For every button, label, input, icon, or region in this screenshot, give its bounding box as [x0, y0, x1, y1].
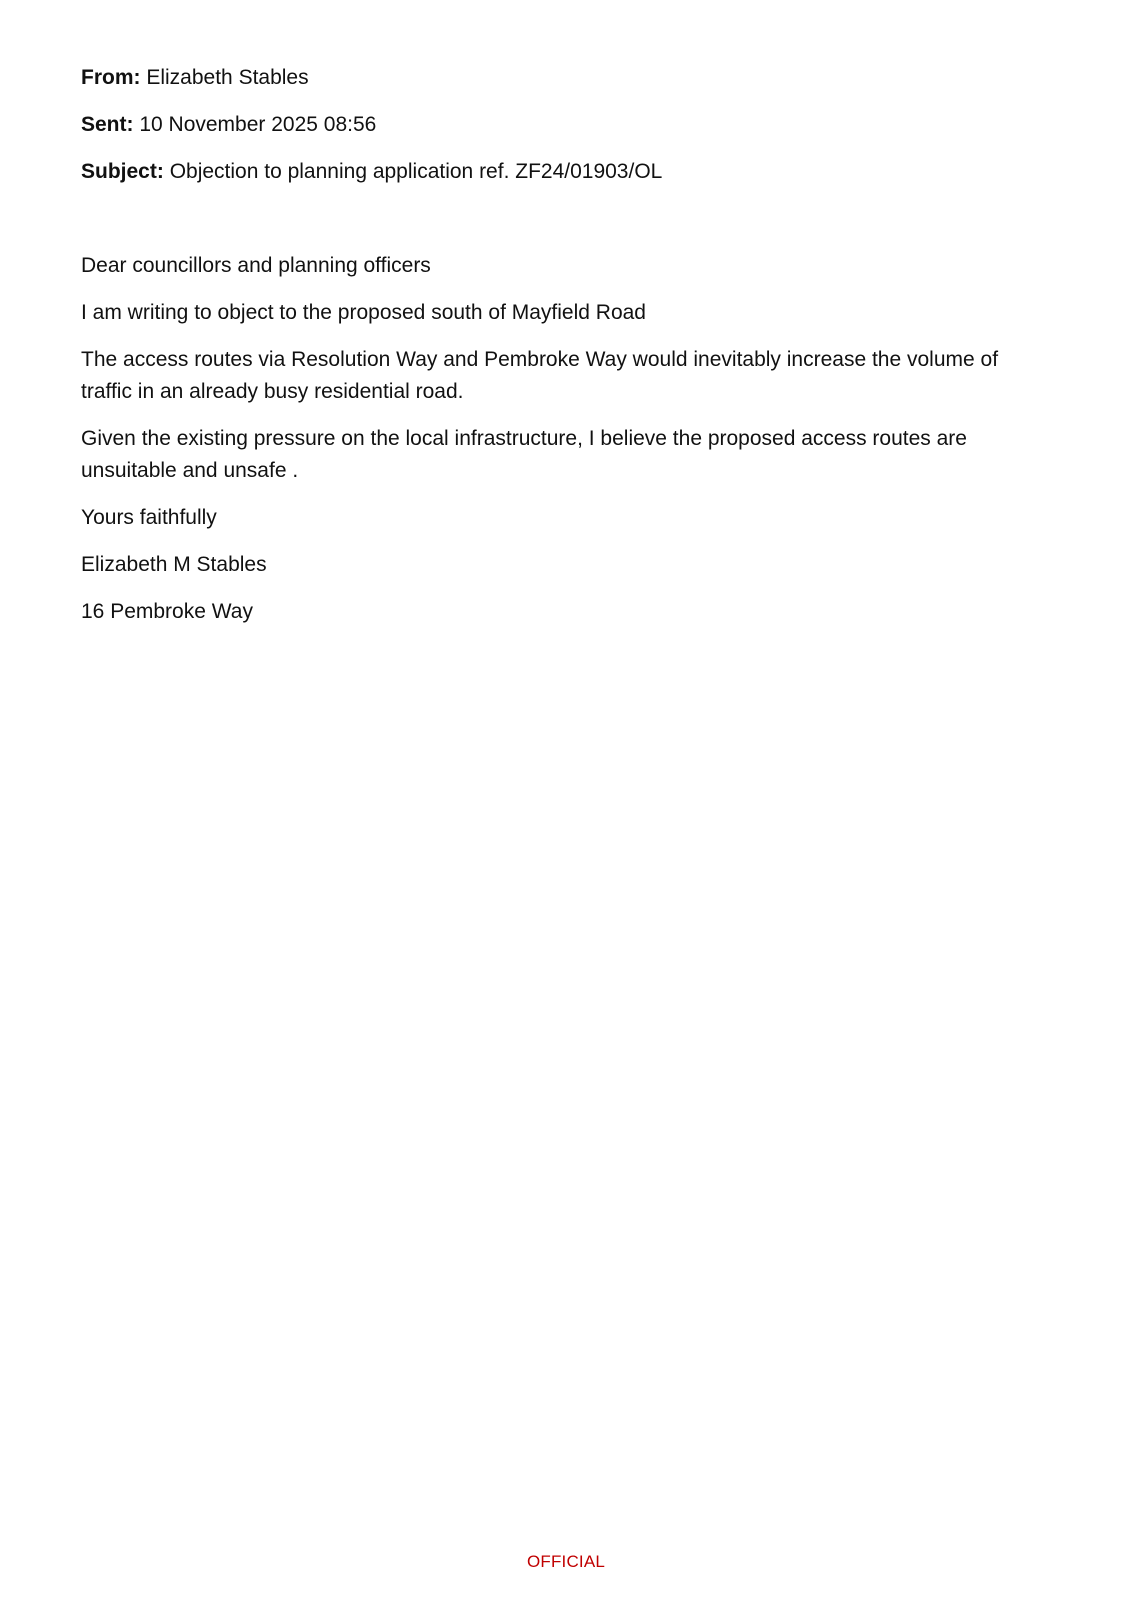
sent-value: 10 November 2025 08:56 [139, 113, 377, 136]
from-label: From: [81, 66, 141, 89]
sent-line [81, 109, 1001, 141]
classification-footer: OFFICIAL [526, 1552, 606, 1571]
email-document [81, 62, 1001, 643]
from-value: Elizabeth Stables [146, 66, 309, 89]
from-line [81, 62, 1001, 94]
closing: Yours faithfully [81, 506, 217, 529]
greeting: Dear councillors and planning officers [81, 254, 431, 277]
signature-name: Elizabeth M Stables [81, 553, 267, 576]
email-body [81, 250, 1001, 628]
body-paragraph: I am writing to object to the proposed south of Mayfield Road [81, 301, 646, 324]
body-paragraph: Given the existing pressure on the local infrastructure, I believe the proposed access routes are unsuitable and unsafe . [81, 427, 967, 482]
sent-label: Sent: [81, 113, 134, 136]
sender-address: 16 Pembroke Way [81, 600, 253, 623]
email-header [81, 62, 1001, 188]
body-paragraph: The access routes via Resolution Way and Pembroke Way would inevitably increase the volume of traffic in an already busy residential road. [81, 348, 999, 403]
subject-label: Subject: [81, 160, 164, 183]
subject-value: Objection to planning application ref. ZF24/01903/OL [169, 160, 663, 183]
subject-line [81, 156, 1001, 188]
